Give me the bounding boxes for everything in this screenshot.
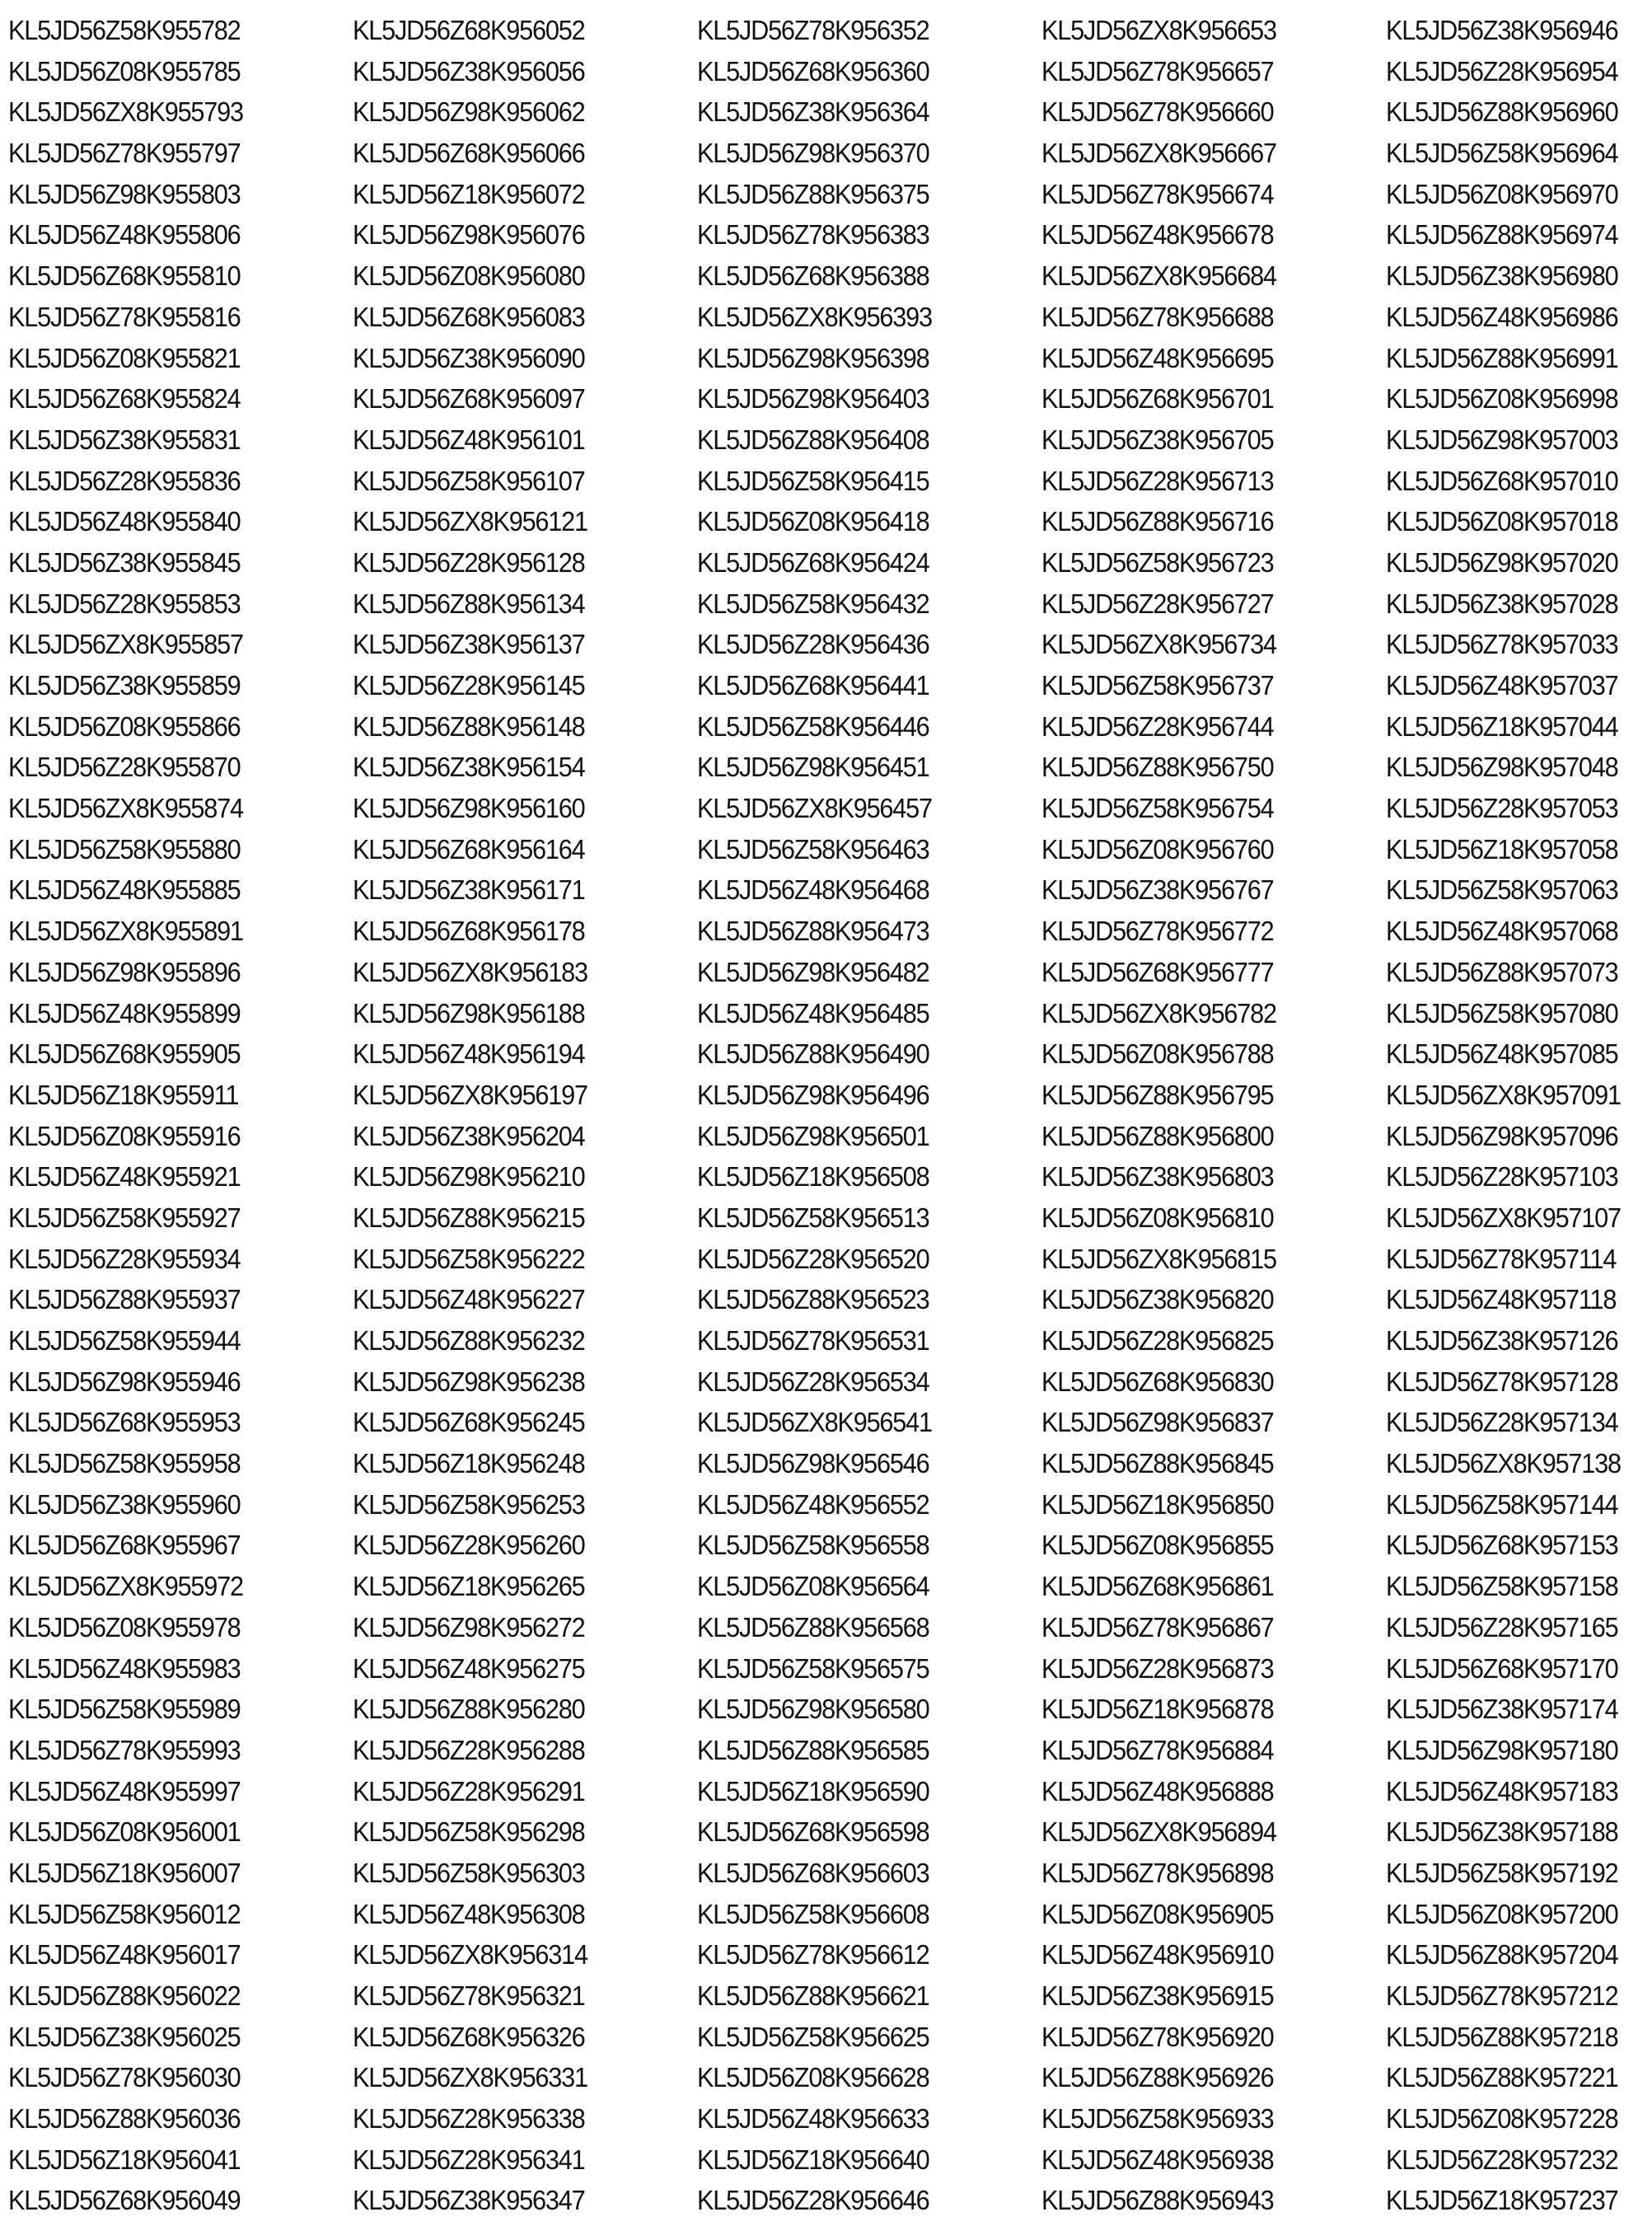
vin-entry: KL5JD56Z58K955989 — [8, 1694, 241, 1725]
vin-entry: KL5JD56Z88K956585 — [697, 1734, 929, 1765]
vin-entry: KL5JD56Z88K956036 — [8, 2103, 241, 2135]
vin-entry: KL5JD56Z58K956446 — [697, 710, 929, 742]
vin-entry: KL5JD56Z58K956964 — [1386, 138, 1618, 169]
vin-entry: KL5JD56Z08K957018 — [1386, 506, 1618, 537]
vin-entry: KL5JD56Z28K956145 — [353, 670, 585, 701]
vin-entry: KL5JD56Z48K956017 — [8, 1939, 241, 1971]
vin-entry: KL5JD56Z28K955836 — [8, 465, 241, 496]
vin-entry: KL5JD56ZX8K956331 — [353, 2062, 587, 2093]
vin-entry: KL5JD56Z38K957126 — [1386, 1325, 1618, 1356]
vin-entry: KL5JD56Z68K956097 — [353, 383, 585, 415]
vin-entry: KL5JD56Z38K956056 — [353, 55, 585, 87]
vin-entry: KL5JD56Z98K956370 — [697, 138, 929, 169]
vin-entry: KL5JD56Z08K955978 — [8, 1611, 241, 1643]
vin-entry: KL5JD56Z98K956210 — [353, 1161, 585, 1193]
vin-entry: KL5JD56Z98K956580 — [697, 1694, 929, 1725]
vin-entry: KL5JD56Z68K957170 — [1386, 1652, 1618, 1684]
vin-entry: KL5JD56Z18K956248 — [353, 1448, 585, 1479]
vin-entry: KL5JD56ZX8K956653 — [1041, 15, 1276, 45]
vin-entry: KL5JD56ZX8K955972 — [8, 1571, 243, 1602]
vin-entry: KL5JD56Z78K956660 — [1041, 96, 1274, 128]
vin-entry: KL5JD56Z98K956160 — [353, 793, 585, 824]
vin-entry: KL5JD56Z48K957068 — [1386, 916, 1618, 947]
vin-entry: KL5JD56Z48K955921 — [8, 1161, 241, 1193]
vin-entry: KL5JD56ZX8K955857 — [8, 629, 243, 660]
vin-entry: KL5JD56Z58K957080 — [1386, 997, 1618, 1029]
vin-entry: KL5JD56Z88K956215 — [353, 1202, 585, 1233]
vin-entry: KL5JD56Z98K957096 — [1386, 1120, 1618, 1151]
vin-entry: KL5JD56Z18K956041 — [8, 2144, 241, 2175]
vin-entry: KL5JD56Z28K957103 — [1386, 1161, 1618, 1193]
vin-entry: KL5JD56Z48K955885 — [8, 874, 241, 906]
vin-entry: KL5JD56Z48K957118 — [1386, 1284, 1617, 1315]
vin-entry: KL5JD56Z98K956076 — [353, 219, 585, 251]
vin-entry: KL5JD56Z68K956441 — [697, 670, 929, 701]
vin-entry: KL5JD56Z58K955958 — [8, 1448, 241, 1479]
vin-entry: KL5JD56Z38K957174 — [1386, 1694, 1618, 1725]
vin-entry: KL5JD56Z48K956986 — [1386, 301, 1618, 332]
vin-entry: KL5JD56Z38K955859 — [8, 670, 241, 701]
vin-entry: KL5JD56Z48K955997 — [8, 1775, 241, 1807]
vin-entry: KL5JD56Z88K956490 — [697, 1038, 929, 1070]
vin-entry: KL5JD56Z88K956621 — [697, 1980, 929, 2011]
vin-columns — [8, 10, 1652, 2221]
vin-entry: KL5JD56Z58K955880 — [8, 833, 241, 865]
vin-entry: KL5JD56Z28K957232 — [1386, 2144, 1618, 2175]
vin-entry: KL5JD56Z38K957188 — [1386, 1816, 1618, 1848]
vin-entry: KL5JD56Z48K956633 — [697, 2103, 929, 2135]
vin-entry: KL5JD56Z28K956288 — [353, 1734, 585, 1765]
vin-entry: KL5JD56Z98K955803 — [8, 178, 241, 209]
vin-entry: KL5JD56Z68K956245 — [353, 1407, 585, 1438]
vin-entry: KL5JD56Z98K956188 — [353, 997, 585, 1029]
vin-entry: KL5JD56Z48K956468 — [697, 874, 929, 906]
vin-entry: KL5JD56Z88K956473 — [697, 916, 929, 947]
vin-entry: KL5JD56Z48K956678 — [1041, 219, 1274, 251]
vin-entry: KL5JD56Z08K956855 — [1041, 1530, 1274, 1561]
vin-entry: KL5JD56Z68K956360 — [697, 55, 929, 87]
vin-entry: KL5JD56Z78K956772 — [1041, 916, 1274, 947]
vin-entry: KL5JD56Z88K957073 — [1386, 956, 1618, 987]
vin-entry: KL5JD56Z68K956424 — [697, 546, 929, 578]
vin-column-5 — [1386, 10, 1652, 2221]
vin-entry: KL5JD56Z28K957134 — [1386, 1407, 1618, 1438]
vin-entry: KL5JD56ZX8K955874 — [8, 793, 243, 824]
vin-entry: KL5JD56Z78K956531 — [697, 1325, 929, 1356]
vin-entry: KL5JD56Z48K955899 — [8, 997, 241, 1029]
vin-entry: KL5JD56Z18K956590 — [697, 1775, 929, 1807]
vin-entry: KL5JD56Z08K955916 — [8, 1120, 241, 1151]
vin-entry: KL5JD56Z18K957058 — [1386, 833, 1618, 865]
vin-entry: KL5JD56ZX8K955793 — [8, 96, 243, 128]
vin-entry: KL5JD56Z18K956850 — [1041, 1488, 1274, 1520]
vin-entry: KL5JD56Z08K956628 — [697, 2062, 929, 2093]
vin-entry: KL5JD56Z08K955821 — [8, 342, 241, 373]
vin-entry: KL5JD56Z08K956760 — [1041, 833, 1274, 865]
vin-entry: KL5JD56Z18K957237 — [1386, 2185, 1618, 2216]
vin-entry: KL5JD56Z38K956025 — [8, 2021, 241, 2052]
vin-entry: KL5JD56Z38K956347 — [353, 2185, 585, 2216]
vin-entry: KL5JD56Z38K956803 — [1041, 1161, 1274, 1193]
vin-entry: KL5JD56Z68K955967 — [8, 1530, 241, 1561]
vin-entry: KL5JD56Z28K957165 — [1386, 1611, 1618, 1643]
vin-entry: KL5JD56ZX8K956782 — [1041, 997, 1276, 1029]
vin-entry: KL5JD56Z38K956090 — [353, 342, 585, 373]
vin-entry: KL5JD56Z18K957044 — [1386, 710, 1618, 742]
vin-entry: KL5JD56Z38K956820 — [1041, 1284, 1274, 1315]
vin-entry: KL5JD56Z88K956523 — [697, 1284, 929, 1315]
vin-entry: KL5JD56Z28K956744 — [1041, 710, 1274, 742]
vin-entry: KL5JD56Z48K956888 — [1041, 1775, 1274, 1807]
vin-entry: KL5JD56ZX8K956684 — [1041, 260, 1276, 292]
vin-entry: KL5JD56Z28K956825 — [1041, 1325, 1274, 1356]
vin-entry: KL5JD56Z98K956238 — [353, 1366, 585, 1397]
vin-entry: KL5JD56Z78K957212 — [1386, 1980, 1618, 2011]
vin-entry: KL5JD56Z68K955810 — [8, 260, 241, 292]
vin-entry: KL5JD56Z58K957158 — [1386, 1571, 1618, 1602]
vin-entry: KL5JD56Z98K957003 — [1386, 424, 1618, 455]
vin-entry: KL5JD56Z68K956861 — [1041, 1571, 1274, 1602]
vin-entry: KL5JD56Z88K956845 — [1041, 1448, 1274, 1479]
vin-entry: KL5JD56Z68K956178 — [353, 916, 585, 947]
vin-entry: KL5JD56Z78K957114 — [1386, 1243, 1617, 1274]
vin-column-2 — [353, 10, 697, 2221]
vin-entry: KL5JD56Z88K956795 — [1041, 1079, 1274, 1110]
vin-entry: KL5JD56Z48K957085 — [1386, 1038, 1618, 1070]
vin-entry: KL5JD56Z88K956280 — [353, 1694, 585, 1725]
vin-entry: KL5JD56Z68K956083 — [353, 301, 585, 332]
vin-entry: KL5JD56Z88K955937 — [8, 1284, 241, 1315]
vin-entry: KL5JD56Z98K956451 — [697, 752, 929, 783]
vin-entry: KL5JD56Z28K956727 — [1041, 588, 1274, 619]
vin-entry: KL5JD56ZX8K956894 — [1041, 1816, 1276, 1848]
vin-entry: KL5JD56Z88K956926 — [1041, 2062, 1274, 2093]
vin-entry: KL5JD56Z68K957153 — [1386, 1530, 1618, 1561]
vin-entry: KL5JD56Z28K957053 — [1386, 793, 1618, 824]
vin-entry: KL5JD56Z98K955896 — [8, 956, 241, 987]
vin-entry: KL5JD56Z48K956938 — [1041, 2144, 1274, 2175]
vin-entry: KL5JD56ZX8K956815 — [1041, 1243, 1276, 1274]
vin-entry: KL5JD56Z58K957192 — [1386, 1857, 1618, 1888]
vin-entry: KL5JD56Z68K956049 — [8, 2185, 241, 2216]
vin-entry: KL5JD56Z18K956878 — [1041, 1694, 1274, 1725]
vin-entry: KL5JD56Z48K957037 — [1386, 670, 1618, 701]
vin-entry: KL5JD56Z68K956598 — [697, 1816, 929, 1848]
vin-entry: KL5JD56Z88K956991 — [1386, 342, 1618, 373]
vin-entry: KL5JD56Z68K956830 — [1041, 1366, 1274, 1397]
vin-entry: KL5JD56ZX8K957138 — [1386, 1448, 1621, 1479]
vin-entry: KL5JD56Z98K956546 — [697, 1448, 929, 1479]
vin-entry: KL5JD56Z88K956750 — [1041, 752, 1274, 783]
vin-entry: KL5JD56ZX8K957107 — [1386, 1202, 1621, 1233]
vin-entry: KL5JD56Z88K956408 — [697, 424, 929, 455]
vin-entry: KL5JD56Z88K956232 — [353, 1325, 585, 1356]
vin-entry: KL5JD56Z58K956608 — [697, 1898, 929, 1929]
vin-entry: KL5JD56Z68K956052 — [353, 15, 585, 45]
vin-entry: KL5JD56Z08K957228 — [1386, 2103, 1618, 2135]
vin-entry: KL5JD56Z58K956463 — [697, 833, 929, 865]
vin-entry: KL5JD56Z78K955993 — [8, 1734, 241, 1765]
vin-entry: KL5JD56Z58K955782 — [8, 15, 241, 45]
vin-entry: KL5JD56ZX8K956183 — [353, 956, 587, 987]
vin-entry: KL5JD56Z28K956520 — [697, 1243, 929, 1274]
vin-entry: KL5JD56Z78K956030 — [8, 2062, 241, 2093]
vin-entry: KL5JD56Z38K955960 — [8, 1488, 241, 1520]
vin-entry: KL5JD56Z78K956884 — [1041, 1734, 1274, 1765]
vin-entry: KL5JD56Z48K956485 — [697, 997, 929, 1029]
vin-entry: KL5JD56Z48K956695 — [1041, 342, 1274, 373]
vin-entry: KL5JD56Z48K955840 — [8, 506, 241, 537]
vin-entry: KL5JD56Z28K955853 — [8, 588, 241, 619]
vin-entry: KL5JD56Z98K955946 — [8, 1366, 241, 1397]
vin-entry: KL5JD56Z88K956974 — [1386, 219, 1618, 251]
vin-entry: KL5JD56Z78K956657 — [1041, 55, 1274, 87]
vin-entry: KL5JD56Z08K957200 — [1386, 1898, 1618, 1929]
vin-entry: KL5JD56Z68K957010 — [1386, 465, 1618, 496]
vin-entry: KL5JD56Z68K956603 — [697, 1857, 929, 1888]
vin-entry: KL5JD56Z48K956194 — [353, 1038, 585, 1070]
vin-entry: KL5JD56Z98K956062 — [353, 96, 585, 128]
vin-entry: KL5JD56Z48K955806 — [8, 219, 241, 251]
vin-entry: KL5JD56Z88K956134 — [353, 588, 585, 619]
vin-entry: KL5JD56Z48K957183 — [1386, 1775, 1618, 1807]
vin-entry: KL5JD56Z58K957063 — [1386, 874, 1618, 906]
vin-entry: KL5JD56Z48K956227 — [353, 1284, 585, 1315]
vin-entry: KL5JD56Z58K956558 — [697, 1530, 929, 1561]
vin-entry: KL5JD56Z78K956867 — [1041, 1611, 1274, 1643]
vin-entry: KL5JD56Z18K956640 — [697, 2144, 929, 2175]
vin-column-3 — [697, 10, 1041, 2221]
vin-entry: KL5JD56Z78K955816 — [8, 301, 241, 332]
vin-entry: KL5JD56Z58K956933 — [1041, 2103, 1274, 2135]
vin-entry: KL5JD56Z28K956954 — [1386, 55, 1618, 87]
vin-entry: KL5JD56Z98K956496 — [697, 1079, 929, 1110]
vin-entry: KL5JD56Z78K957033 — [1386, 629, 1618, 660]
vin-entry: KL5JD56Z58K956222 — [353, 1243, 585, 1274]
vin-entry: KL5JD56Z88K956800 — [1041, 1120, 1274, 1151]
vin-entry: KL5JD56Z98K957180 — [1386, 1734, 1618, 1765]
vin-entry: KL5JD56Z88K956943 — [1041, 2185, 1274, 2216]
vin-entry: KL5JD56Z58K955944 — [8, 1325, 241, 1356]
vin-entry: KL5JD56Z78K956321 — [353, 1980, 585, 2011]
vin-entry: KL5JD56Z08K956998 — [1386, 383, 1618, 415]
vin-entry: KL5JD56Z08K955785 — [8, 55, 241, 87]
vin-entry: KL5JD56Z78K956352 — [697, 15, 929, 45]
vin-entry: KL5JD56Z58K957144 — [1386, 1488, 1618, 1520]
vin-entry: KL5JD56Z68K956777 — [1041, 956, 1274, 987]
vin-entry: KL5JD56Z58K956513 — [697, 1202, 929, 1233]
vin-entry: KL5JD56Z38K956171 — [353, 874, 585, 906]
vin-entry: KL5JD56Z28K956436 — [697, 629, 929, 660]
vin-entry: KL5JD56Z98K956398 — [697, 342, 929, 373]
vin-entry: KL5JD56Z98K957048 — [1386, 752, 1618, 783]
vin-entry: KL5JD56Z48K956308 — [353, 1898, 585, 1929]
vin-entry: KL5JD56Z78K956674 — [1041, 178, 1274, 209]
vin-entry: KL5JD56Z08K956080 — [353, 260, 585, 292]
vin-entry: KL5JD56Z38K956705 — [1041, 424, 1274, 455]
vin-entry: KL5JD56Z08K956810 — [1041, 1202, 1274, 1233]
vin-entry: KL5JD56Z38K956137 — [353, 629, 585, 660]
vin-entry: KL5JD56Z28K956260 — [353, 1530, 585, 1561]
vin-entry: KL5JD56Z68K956701 — [1041, 383, 1274, 415]
vin-entry: KL5JD56Z88K957204 — [1386, 1939, 1618, 1971]
vin-entry: KL5JD56Z48K956101 — [353, 424, 585, 455]
vin-entry: KL5JD56Z28K955870 — [8, 752, 241, 783]
vin-entry: KL5JD56Z58K956107 — [353, 465, 585, 496]
vin-entry: KL5JD56Z38K956980 — [1386, 260, 1618, 292]
vin-entry: KL5JD56Z58K956432 — [697, 588, 929, 619]
vin-entry: KL5JD56Z78K956920 — [1041, 2021, 1274, 2052]
vin-entry: KL5JD56Z68K955824 — [8, 383, 241, 415]
vin-entry: KL5JD56Z48K956275 — [353, 1652, 585, 1684]
vin-column-1 — [8, 10, 353, 2221]
vin-entry: KL5JD56Z08K956905 — [1041, 1898, 1274, 1929]
vin-entry: KL5JD56Z08K956788 — [1041, 1038, 1274, 1070]
vin-entry: KL5JD56Z08K955866 — [8, 710, 241, 742]
vin-entry: KL5JD56Z08K956970 — [1386, 178, 1618, 209]
vin-entry: KL5JD56Z28K956534 — [697, 1366, 929, 1397]
vin-entry: KL5JD56Z78K956898 — [1041, 1857, 1274, 1888]
vin-entry: KL5JD56Z18K956007 — [8, 1857, 241, 1888]
vin-entry: KL5JD56Z58K956737 — [1041, 670, 1274, 701]
vin-entry: KL5JD56Z58K956012 — [8, 1898, 241, 1929]
vin-entry: KL5JD56Z48K956552 — [697, 1488, 929, 1520]
vin-entry: KL5JD56Z28K956341 — [353, 2144, 585, 2175]
vin-entry: KL5JD56Z38K956915 — [1041, 1980, 1274, 2011]
vin-entry: KL5JD56Z08K956001 — [8, 1816, 241, 1848]
vin-entry: KL5JD56Z28K955934 — [8, 1243, 241, 1274]
vin-entry: KL5JD56Z88K956960 — [1386, 96, 1618, 128]
vin-entry: KL5JD56Z48K955983 — [8, 1652, 241, 1684]
vin-entry: KL5JD56Z38K956154 — [353, 752, 585, 783]
vin-entry: KL5JD56ZX8K956197 — [353, 1079, 587, 1110]
vin-entry: KL5JD56ZX8K956541 — [697, 1407, 932, 1438]
vin-entry: KL5JD56Z58K956415 — [697, 465, 929, 496]
vin-entry: KL5JD56Z58K956298 — [353, 1816, 585, 1848]
vin-entry: KL5JD56Z68K956326 — [353, 2021, 585, 2052]
vin-entry: KL5JD56Z78K955797 — [8, 138, 241, 169]
vin-entry: KL5JD56Z38K957028 — [1386, 588, 1618, 619]
vin-entry: KL5JD56Z98K956272 — [353, 1611, 585, 1643]
vin-entry: KL5JD56Z98K956837 — [1041, 1407, 1274, 1438]
vin-entry: KL5JD56Z28K956338 — [353, 2103, 585, 2135]
vin-entry: KL5JD56Z68K955953 — [8, 1407, 241, 1438]
vin-entry: KL5JD56Z38K956767 — [1041, 874, 1274, 906]
vin-entry: KL5JD56Z68K955905 — [8, 1038, 241, 1070]
vin-entry: KL5JD56ZX8K956393 — [697, 301, 932, 332]
vin-entry: KL5JD56ZX8K955891 — [8, 916, 243, 947]
vin-entry: KL5JD56Z38K956946 — [1386, 15, 1618, 45]
vin-entry: KL5JD56Z78K957128 — [1386, 1366, 1618, 1397]
vin-entry: KL5JD56Z98K957020 — [1386, 546, 1618, 578]
vin-entry: KL5JD56ZX8K956734 — [1041, 629, 1276, 660]
vin-entry: KL5JD56Z78K956383 — [697, 219, 929, 251]
vin-entry: KL5JD56Z38K955831 — [8, 424, 241, 455]
vin-entry: KL5JD56Z58K956625 — [697, 2021, 929, 2052]
vin-entry: KL5JD56Z28K956646 — [697, 2185, 929, 2216]
vin-entry: KL5JD56Z88K957218 — [1386, 2021, 1618, 2052]
vin-entry: KL5JD56Z58K956723 — [1041, 546, 1274, 578]
vin-entry: KL5JD56ZX8K956457 — [697, 793, 932, 824]
vin-entry: KL5JD56Z18K956508 — [697, 1161, 929, 1193]
vin-entry: KL5JD56Z88K956148 — [353, 710, 585, 742]
vin-entry: KL5JD56Z28K956128 — [353, 546, 585, 578]
vin-entry: KL5JD56Z38K956364 — [697, 96, 929, 128]
vin-entry: KL5JD56Z68K956066 — [353, 138, 585, 169]
vin-entry: KL5JD56Z08K956564 — [697, 1571, 929, 1602]
vin-entry: KL5JD56Z18K956265 — [353, 1571, 585, 1602]
vin-entry: KL5JD56ZX8K956121 — [353, 506, 587, 537]
vin-entry: KL5JD56Z68K956164 — [353, 833, 585, 865]
vin-entry: KL5JD56Z58K956754 — [1041, 793, 1274, 824]
vin-entry: KL5JD56Z98K956501 — [697, 1120, 929, 1151]
vin-entry: KL5JD56Z98K956482 — [697, 956, 929, 987]
vin-entry: KL5JD56Z58K955927 — [8, 1202, 241, 1233]
vin-entry: KL5JD56Z28K956713 — [1041, 465, 1274, 496]
vin-entry: KL5JD56Z58K956303 — [353, 1857, 585, 1888]
vin-entry: KL5JD56Z18K955911 — [8, 1079, 239, 1110]
vin-entry: KL5JD56Z88K957221 — [1386, 2062, 1618, 2093]
vin-entry: KL5JD56Z48K956910 — [1041, 1939, 1274, 1971]
vin-entry: KL5JD56Z88K956022 — [8, 1980, 241, 2011]
vin-entry: KL5JD56Z88K956568 — [697, 1611, 929, 1643]
vin-entry: KL5JD56Z08K956418 — [697, 506, 929, 537]
vin-entry: KL5JD56Z78K956688 — [1041, 301, 1274, 332]
vin-entry: KL5JD56Z38K955845 — [8, 546, 241, 578]
vin-entry: KL5JD56ZX8K956667 — [1041, 138, 1276, 169]
vin-entry: KL5JD56ZX8K957091 — [1386, 1079, 1621, 1110]
vin-entry: KL5JD56Z88K956375 — [697, 178, 929, 209]
vin-column-4 — [1041, 10, 1386, 2221]
vin-entry: KL5JD56Z88K956716 — [1041, 506, 1274, 537]
vin-entry: KL5JD56Z68K956388 — [697, 260, 929, 292]
vin-entry: KL5JD56ZX8K956314 — [353, 1939, 587, 1971]
vin-entry: KL5JD56Z18K956072 — [353, 178, 585, 209]
vin-entry: KL5JD56Z78K956612 — [697, 1939, 929, 1971]
vin-entry: KL5JD56Z28K956291 — [353, 1775, 585, 1807]
vin-entry: KL5JD56Z58K956253 — [353, 1488, 585, 1520]
vin-entry: KL5JD56Z38K956204 — [353, 1120, 585, 1151]
vin-entry: KL5JD56Z28K956873 — [1041, 1652, 1274, 1684]
vin-entry: KL5JD56Z58K956575 — [697, 1652, 929, 1684]
vin-entry: KL5JD56Z98K956403 — [697, 383, 929, 415]
